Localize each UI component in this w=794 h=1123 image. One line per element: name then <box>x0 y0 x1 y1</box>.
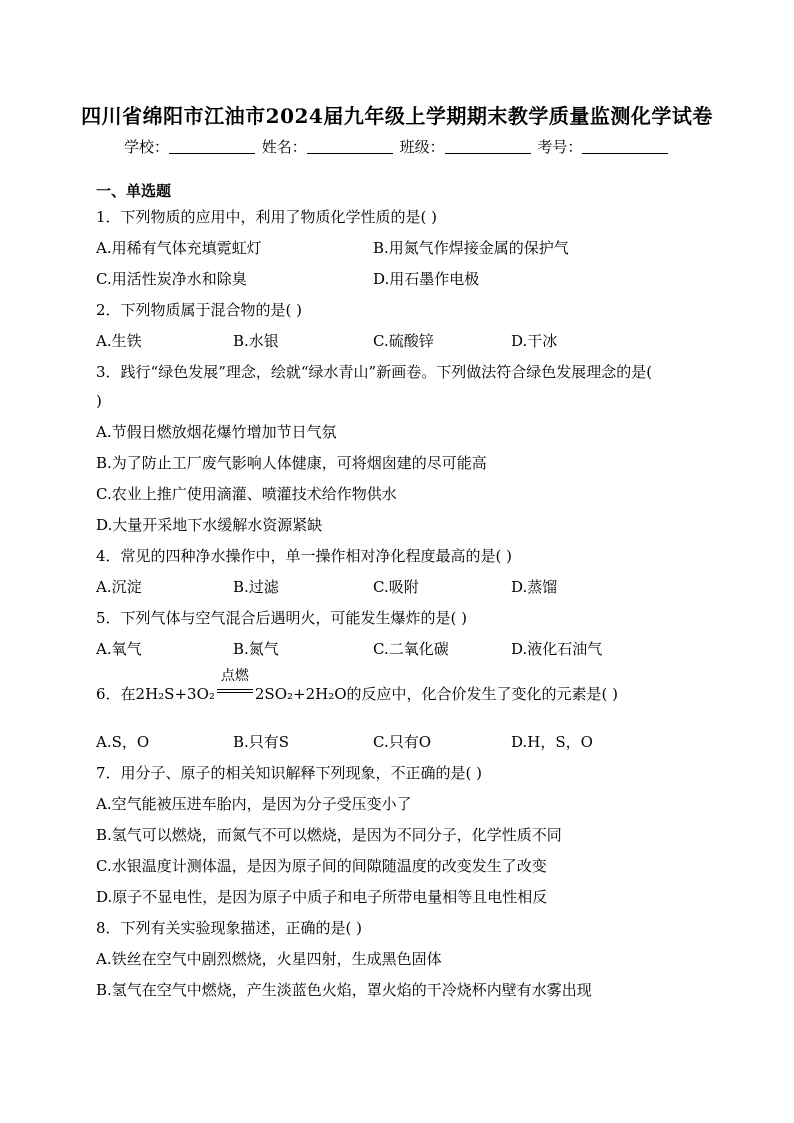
q2-option-d: D.干冰 <box>511 332 558 350</box>
q1-option-b: B.用氮气作焊接金属的保护气 <box>373 239 569 257</box>
q5-option-b: B.氮气 <box>233 640 279 658</box>
question-4-stem: 4．常见的四种净水操作中，单一操作相对净化程度最高的是( ) <box>96 547 513 565</box>
question-3-stem: 3．践行“绿色发展”理念，绘就“绿水青山”新画卷。下列做法符合绿色发展理念的是( <box>96 363 653 381</box>
q3-option-a: A.节假日燃放烟花爆竹增加节日气氛 <box>96 423 337 441</box>
name-label: 姓名： <box>261 138 307 156</box>
q8-option-b: B.氢气在空气中燃烧，产生淡蓝色火焰，罩火焰的干冷烧杯内壁有水雾出现 <box>96 981 592 999</box>
class-blank[interactable] <box>445 139 531 154</box>
q7-option-b: B.氢气可以燃烧，而氮气不可以燃烧，是因为不同分子，化学性质不同 <box>96 826 562 844</box>
reaction-condition: 点燃 <box>220 668 249 684</box>
question-2-stem: 2．下列物质属于混合物的是( ) <box>96 301 303 319</box>
class-label: 班级： <box>399 138 445 156</box>
q1-option-c: C.用活性炭净水和除臭 <box>96 270 247 288</box>
section-heading: 一、单选题 <box>96 182 172 200</box>
number-label: 考号： <box>537 138 583 156</box>
q3-option-c: C.农业上推广使用滴灌、喷灌技术给作物供水 <box>96 485 397 503</box>
question-8-stem: 8．下列有关实验现象描述，正确的是( ) <box>96 919 363 937</box>
q4-option-a: A.沉淀 <box>96 578 142 596</box>
q5-option-d: D.液化石油气 <box>511 640 603 658</box>
q2-option-c: C.硫酸锌 <box>373 332 434 350</box>
q4-option-d: D.蒸馏 <box>511 578 558 596</box>
question-6-stem <box>96 668 619 704</box>
q6-reactants: 2H₂S+3O₂ <box>135 685 215 703</box>
q6-suffix: 的反应中，化合价发生了变化的元素是( ) <box>346 685 619 703</box>
q1-option-a: A.用稀有气体充填霓虹灯 <box>96 239 262 257</box>
name-blank[interactable] <box>307 139 393 154</box>
q7-option-c: C.水银温度计测体温，是因为原子间的间隙随温度的改变发生了改变 <box>96 857 547 875</box>
q5-option-c: C.二氧化碳 <box>373 640 449 658</box>
q6-option-d: D.H，S，O <box>511 733 593 751</box>
school-label: 学校： <box>124 138 170 156</box>
q5-option-a: A.氧气 <box>96 640 142 658</box>
q6-option-c: C.只有O <box>373 733 432 751</box>
q6-option-b: B.只有S <box>233 733 290 751</box>
number-blank[interactable] <box>582 139 668 154</box>
q4-option-b: B.过滤 <box>233 578 279 596</box>
question-5-stem: 5．下列气体与空气混合后遇明火，可能发生爆炸的是( ) <box>96 609 468 627</box>
q2-option-b: B.水银 <box>233 332 279 350</box>
q4-option-c: C.吸附 <box>373 578 419 596</box>
question-3-stem-cont: ) <box>96 392 102 410</box>
q3-option-b: B.为了防止工厂废气影响人体健康，可将烟囱建的尽可能高 <box>96 454 487 472</box>
q3-option-d: D.大量开采地下水缓解水资源紧缺 <box>96 516 323 534</box>
q6-prefix: 6．在 <box>96 685 136 703</box>
q1-option-d: D.用石墨作电极 <box>373 270 480 288</box>
q6-option-a: A.S，O <box>96 733 150 751</box>
q7-option-a: A.空气能被压进车胎内，是因为分子受压变小了 <box>96 795 412 813</box>
q6-products: 2SO₂+2H₂O <box>254 685 347 703</box>
question-1-stem: 1．下列物质的应用中，利用了物质化学性质的是( ) <box>96 208 438 226</box>
school-blank[interactable] <box>169 139 255 154</box>
student-info-line <box>124 136 670 157</box>
q2-option-a: A.生铁 <box>96 332 142 350</box>
q7-option-d: D.原子不显电性，是因为原子中质子和电子所带电量相等且电性相反 <box>96 888 548 906</box>
question-7-stem: 7．用分子、原子的相关知识解释下列现象，不正确的是( ) <box>96 764 483 782</box>
reaction-arrow <box>217 668 253 699</box>
page-title: 四川省绵阳市江油市2024届九年级上学期期末教学质量监测化学试卷 <box>81 104 713 128</box>
q8-option-a: A.铁丝在空气中剧烈燃烧，火星四射，生成黑色固体 <box>96 950 442 968</box>
